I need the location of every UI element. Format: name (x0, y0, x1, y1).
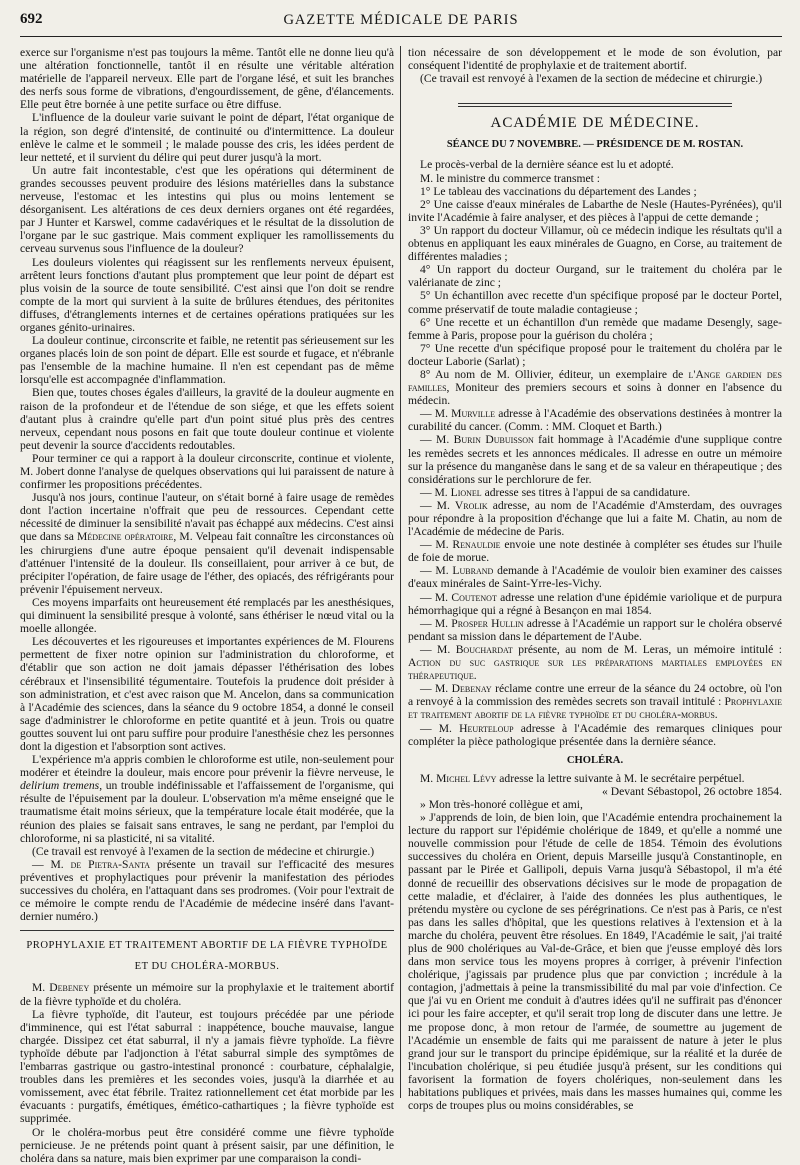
list-item: 3° Un rapport du docteur Villamur, où ce médecin indique les résultats qu'il a obtenus en appliquant les eaux minérales de Guagno, en Corse, au traitement de différentes maladies ; (408, 223, 782, 264)
author-name: Debenay (451, 682, 492, 696)
page-header (20, 0, 782, 37)
paragraph (20, 491, 394, 596)
text-run: adresse la lettre suivante à M. le secrétaire perpétuel. (496, 771, 745, 785)
paragraph: Bien que, toutes choses égales d'ailleurs, la gravité de la douleur augmente en raison de la profondeur et de l'étendue de son siége, et que les effets soient d'autant plus à craindre qu'elle part d'un point situé plus près des centres nerveux, cependant nous posons en fait que toute douleur continue et violente peut devenir la source d'accidents redoutables. (20, 386, 394, 452)
text-run: 8° Au nom de M. Ollivier, éditeur, un exemplaire de (420, 367, 689, 381)
text-run: adresse à l'Académie des observations destinées à montrer la curabilité du cancer. (Comm. : MM. Cloquet et Barth.) (408, 407, 783, 434)
paragraph: Le procès-verbal de la dernière séance est lu et adopté. (420, 158, 674, 172)
text-run: — M. (420, 616, 452, 630)
seance-heading: SÉANCE DU 7 NOVEMBRE. — PRÉSIDENCE DE M. ROSTAN. (446, 139, 744, 151)
entry (408, 538, 782, 564)
text-run: réclame contre une erreur de la séance du 24 octobre, où l'on a renvoyé à la commission des remèdes secrets son travail intitulé : (408, 682, 782, 709)
referral-note: (Ce travail est renvoyé à l'examen de la section de médecine et chirurgie.) (32, 844, 375, 858)
list-item: 7° Une recette d'un spécifique proposé pour le traitement du choléra par le docteur Laborie (Sarlat) ; (408, 341, 782, 368)
paragraph (20, 858, 394, 923)
cholera-heading: CHOLÉRA. (566, 754, 624, 766)
list-item: 5° Un échantillon avec recette d'un spécifique proposé par le docteur Portel, comme préservatif de toute maladie contagieuse ; (408, 289, 782, 316)
text-run: — M. (420, 433, 454, 447)
list-item: 2° Une caisse d'eaux minérales de Labarthe de Nesle (Hautes-Pyrénées), qu'il invite l'Académie à faire analyser, et des pièces à l'appui de cette demande ; (408, 197, 782, 224)
right-column (400, 46, 783, 1113)
text-run: présente un travail sur l'efficacité des mesures préventives et prophylactiques pour prévenir la manifestation des périodes successives du choléra, en l'attaquant dans ses prodromes. (Voir pour l'extrait de ce mémoire le compte rendu de l'Académie de médecine inséré dans l'avant-dernier numéro.) (20, 857, 395, 924)
text-run: , M. Velpeau fait connaître les circonstances où les chirurgiens d'une autre époque pensaient qu'il devenait indispensable d'atténuer l'intensité de la douleur. Ils conseillaient, pour arriver à ce but, de précipiter l'opération, de faire usage de l'éther, des opiacés, des réfrigérants pour prévenir l'épuisement nerveux. (20, 530, 394, 596)
entry (408, 722, 782, 748)
author-name: Bouchardat (455, 642, 513, 656)
entry (408, 499, 782, 538)
section-title-academie: ACADÉMIE DE MÉDECINE. (490, 115, 700, 132)
paragraph: Pour terminer ce qui a rapport à la douleur circonscrite, continue et violente, M. Jobert donne l'analyse de quelques observations qui lui paraissent de nature à confirmer les propositions précédentes. (20, 451, 394, 492)
text-run: adresse à l'Académie un rapport sur le choléra observé pendant sa mission dans le département de l'Aube. (408, 616, 782, 643)
paragraph: exerce sur l'organisme n'est pas toujours la même. Tantôt elle ne donne lieu qu'à une altération fonctionnelle, tantôt il en résulte une véritable altération matérielle de l'appareil nerveux. Elle part de l'organe lésé, et suit les branches des nerfs sous forme de vibrations, d'engourdissement, de gêne, d'élancements. Elle peut être bornée à une petite surface ou être diffuse. (20, 46, 394, 112)
text-run: adresse ses titres à l'appui de sa candidature. (481, 485, 691, 499)
entry (408, 617, 782, 643)
paragraph (20, 981, 394, 1007)
author-name: Prosper Hullin (451, 616, 524, 630)
text-run: Jusqu'à nos jours, continue l'auteur, on s'était borné à faire usage de remèdes dont l'action incertaine n'offrait que peu de ressources. Cependant cette nécessité de diminuer la sensibilité n'avait pas échappé aux médecins. C'est ainsi que dans sa (20, 491, 394, 544)
text-run: — M. (420, 485, 451, 499)
entry (408, 591, 782, 617)
author-name: Murville (451, 407, 496, 421)
letter-body: » J'apprends de loin, de bien loin, que l'Académie entendra prochainement la lecture du rapport sur l'épidémie cholérique de 1849, et qu'elle a nommé une nouvelle commission pour l'étude de celle de 1854. Témoin des évolutions successives du choléra en Orient, depuis Marseille jusqu'à Constantinople, en passant par le Pirée et Gallipoli, depuis Varna jusqu'à Sébastopol, il m'a été donné de recueillir des observations décisives sur le mode de propagation de cette maladie, et d'éclairer, à l'aide des données les plus authentiques, le prétendu mystère ou cyclone de ses pérégrinations. Ce n'est pas à Paris, ce n'est pas dans les salles d'hôpital, que les questions relatives à l'extension et à la marche du choléra, peuvent être résolues. En 1849, l'Académie le sait, j'ai traité plus de 900 cholériques au Val-de-Grâce, et bien que j'eusse employé dès lors dans mon service tous les moyens propres à corriger, à prévenir l'infection cholérique, j'agissais par prudence plus que par conviction ; incrédule à la contagion, j'admettais à peine la transmissibilité du mal par voie d'infection. Ce que j'ai vu en Orient me conduit à d'autres idées qu'il ne suffirait pas d'énoncer ici pour les faire accepter, et qu'il serait trop long de discuter dans une lettre. Je me propose donc, à mon retour de l'armée, de soumettre au jugement de l'Académie un ensemble de faits qui me paraissent de nature à jeter le plus grand jour sur le transport du principe épidémique, sur la réalité et la durée de l'incubation cholérique, si peu étudiée jusqu'à présent, sur les conditions qui favorisent la formation de foyers cholériques, non-seulement dans les habitations publiques et privées, mais dans les masses humaines qui, comme les corps de troupes plus ou moins considérables, se (408, 811, 782, 1113)
text-run: L'expérience m'a appris combien le chloroforme est utile, non-seulement pour modérer et éteindre la douleur, mais encore pour prévenir la fièvre nerveuse, le (20, 753, 394, 780)
text-run: — M. (420, 498, 455, 512)
text-run: demande à l'Académie de vouloir bien examiner des caisses d'eaux minérales de Saint-Yrre-les-Vichy. (408, 564, 782, 591)
paragraph: M. le ministre du commerce transmet : (420, 171, 600, 185)
entry (408, 643, 782, 682)
paragraph: Les découvertes et les rigoureuses et importantes expériences de M. Flourens permettent de fixer notre opinion sur l'administration du chloroforme, et d'établir que son action ne doit jamais dépasser l'éthérisation des lobes cérébraux et l'insensibilité tégumentaire. Toutefois la prudence doit présider à son administration, et c'est avec raison que M. Ancelon, dans sa communication à l'Académie des sciences, dans la séance du 9 octobre 1854, a donné le conseil sage d'administrer le chloroforme en petite quantité et à jeun. Trois ou quatre gouttes souvent lui ont paru suffire pour produire l'anesthésie chez les personnes dont la digestion et l'absorption sont actives. (20, 635, 394, 753)
entry (408, 682, 782, 721)
letter-dateline: « Devant Sébastopol, 26 octobre 1854. (602, 784, 782, 798)
memoir-title: Action du suc gastrique sur les préparations martiales employées en thérapeutique. (408, 656, 782, 683)
section-heading-continued: ET DU CHOLÉRA-MORBUS. (134, 961, 280, 973)
text-run: — M. (420, 407, 452, 421)
text-columns (20, 46, 783, 1165)
paragraph: Ces moyens imparfaits ont heureusement été remplacés par les anesthésiques, qui diminuent la sensibilité presque à volonté, sans éthériser le nœud vital ou la moelle allongée. (20, 595, 394, 636)
entry (408, 407, 782, 433)
entry (408, 433, 782, 485)
text-run: présente un mémoire sur la prophylaxie et le traitement abortif de la fièvre typhoïde et du choléra. (20, 981, 394, 1008)
letter-salutation: » Mon très-honoré collègue et ami, (420, 797, 583, 811)
gazette-title: GAZETTE MÉDICALE DE PARIS (283, 12, 519, 28)
paragraph: Un autre fait incontestable, c'est que les opérations qui déterminent de grandes secousses peuvent produire des lésions matérielles dans la substance nerveuse, l'estomac et les intestins qui plus ou moins lentement se désorganisent. Les altérations de ces deux derniers organes ont été regardées, par J Hunter et Karswel, comme cadavériques et le résultat de la dissolution de l'organe par le suc gastrique. Mais comment expliquer les ramollissements du cerveau survenus sous l'influence de la douleur? (20, 163, 394, 256)
paragraph (408, 772, 782, 785)
author-name: Burin Dubuisson (453, 433, 534, 447)
text-run: , Moniteur des premiers secours et soins à donner en l'absence du médecin. (408, 381, 782, 408)
page-number: 692 (20, 11, 43, 27)
text-run: présente, au nom de M. Leras, un mémoire intitulé : (512, 642, 782, 656)
book-title: Médecine opératoire (77, 530, 174, 544)
author-name: Heurteloup (459, 721, 514, 735)
text-run: adresse une relation d'une épidémie variolique et de purpura hémorrhagique qui a régné à Besançon en mai 1854. (408, 590, 782, 617)
text-run: , un trouble indéfinissable et l'affaissement de l'organisme, qui résulte de l'épuisement par la douleur. L'observation m'a même enseigné que le traumatisme était moins sérieux, que la température locale était modérée, que la réunion des plaies se faisait sans entraves, le sang ne perdant, par l'emploi du chloroforme, ni sa plasticité, ni sa vitalité. (20, 779, 394, 845)
author-name: de Pietra-Santa (70, 857, 151, 871)
paragraph: tion nécessaire de son développement et le mode de son évolution, par conséquent l'identité de prophylaxie et de traitement abortif. (408, 46, 782, 73)
list-item: 6° Une recette et un échantillon d'un remède que madame Desengly, sage-femme à Paris, propose pour la guérison du choléra ; (408, 315, 782, 342)
text-run: — M. (420, 642, 456, 656)
list-item: 4° Un rapport du docteur Ourgand, sur le traitement du choléra par le valérianate de zinc ; (408, 263, 782, 290)
memoir-title: Prophylaxie et traitement abortif de la fièvre typhoïde et du choléra-morbus. (408, 695, 782, 722)
section-divider (20, 930, 394, 931)
text-run: envoie une note destinée à compléter ses études sur l'huile de foie de morue. (408, 538, 782, 565)
paragraph (20, 753, 394, 845)
text-run: M. (32, 981, 50, 995)
referral-note: (Ce travail est renvoyé à l'examen de la section de médecine et chirurgie.) (420, 72, 763, 86)
entry (408, 564, 782, 590)
double-rule-divider (458, 103, 732, 107)
text-run: — M. (420, 721, 460, 735)
author-name: Renauldie (452, 538, 501, 552)
italic-term: delirium tremens (20, 779, 100, 793)
text-run: fait hommage à l'Académie d'une supplique contre les remèdes secrets et les annonces médicales. Il adresse en outre un mémoire sur la présence du manganèse dans le sang et de sa valeur en thérapeutique ; des considérations sur le perchlorure de fer. (408, 433, 782, 486)
list-item (408, 368, 782, 407)
book-title: l'Ange gardien des familles (408, 367, 782, 395)
entry (408, 486, 782, 499)
author-name: Michel Lévy (436, 771, 497, 785)
author-name: Lubrand (452, 564, 494, 578)
left-column (20, 46, 400, 1165)
text-run: — M. (32, 857, 71, 871)
paragraph: La douleur continue, circonscrite et faible, ne retentit pas sérieusement sur les organes placés loin de son point de départ. Elle est sourde et fugace, et n'ébranle pas l'ensemble de la machine humaine. Il n'en est cependant pas de même lorsqu'elle est accompagnée d'inflammation. (20, 334, 394, 387)
author-name: Vrolik (454, 498, 488, 512)
list-item: 1° Le tableau des vaccinations du département des Landes ; (420, 184, 697, 198)
paragraph: Les douleurs violentes qui réagissent sur les renflements nerveux épuisent, arrêtent leurs fonctions d'autant plus promptement que leur point de départ est plus voisin de la source de toute sensibilité. C'est ainsi que l'on doit se rendre compte de la mort qui survient à la suite de brûlures étendues, des péritonites diffuses, d'étranglements internes et de certaines opérations pratiquées sur les organes génito-urinaires. (20, 255, 394, 334)
text-run: — M. (420, 538, 453, 552)
section-heading: PROPHYLAXIE ET TRAITEMENT ABORTIF DE LA FIÈVRE TYPHOÏDE (26, 940, 388, 952)
paragraph: L'influence de la douleur varie suivant le point de départ, l'état organique de la région, son degré d'intensité, de continuité ou d'intermittence. La douleur enlève le calme et le sommeil ; le malade pousse des cris, les idées perdent de leur netteté, et il survient du délire qui peut durer jusqu'à la mort. (20, 111, 394, 164)
author-name: Coutenot (451, 590, 497, 604)
author-name: Debeney (49, 981, 90, 995)
author-name: Lionel (450, 485, 482, 499)
text-run: adresse, au nom de l'Académie d'Amsterdam, des ouvrages pour répondre à la proposition d'échange que lui a faite M. Chatin, au nom de l'Académie de médecine de Paris. (408, 498, 782, 539)
text-run: M. (420, 771, 437, 785)
paragraph: La fièvre typhoïde, dit l'auteur, est toujours précédée par une période d'imminence, qui est l'état saburral : inappétence, bouche mauvaise, langue chargée. Dissipez cet état saburral, il n'y a jamais fièvre typhoïde. La fièvre typhoïde débute par l'adjonction à l'état saburral simple des symptômes de l'embarras gastrique ou gastro-intestinal prononcé : courbature, céphalalgie, troubles dans les premières et les secondes voies, jusqu'à la diarrhée et au vomissement, avec état fébrile. Traitez rationnellement cet état morbide par les évacuants : purgatifs, émétiques, émético-cathartiques ; la fièvre typhoïde est supprimée. (20, 1007, 394, 1126)
text-run: — M. (420, 564, 453, 578)
text-run: adresse à l'Académie des remarques cliniques pour compléter la pièce pathologique présentée dans la dernière séance. (408, 721, 782, 748)
paragraph: Or le choléra-morbus peut être considéré comme une fièvre typhoïde pernicieuse. Je ne prétends point quant à présent saisir, par une définition, le choléra dans sa nature, mais bien exprimer par une comparaison la condi- (20, 1125, 394, 1165)
text-run: — M. (420, 590, 452, 604)
text-run: — M. (420, 682, 452, 696)
